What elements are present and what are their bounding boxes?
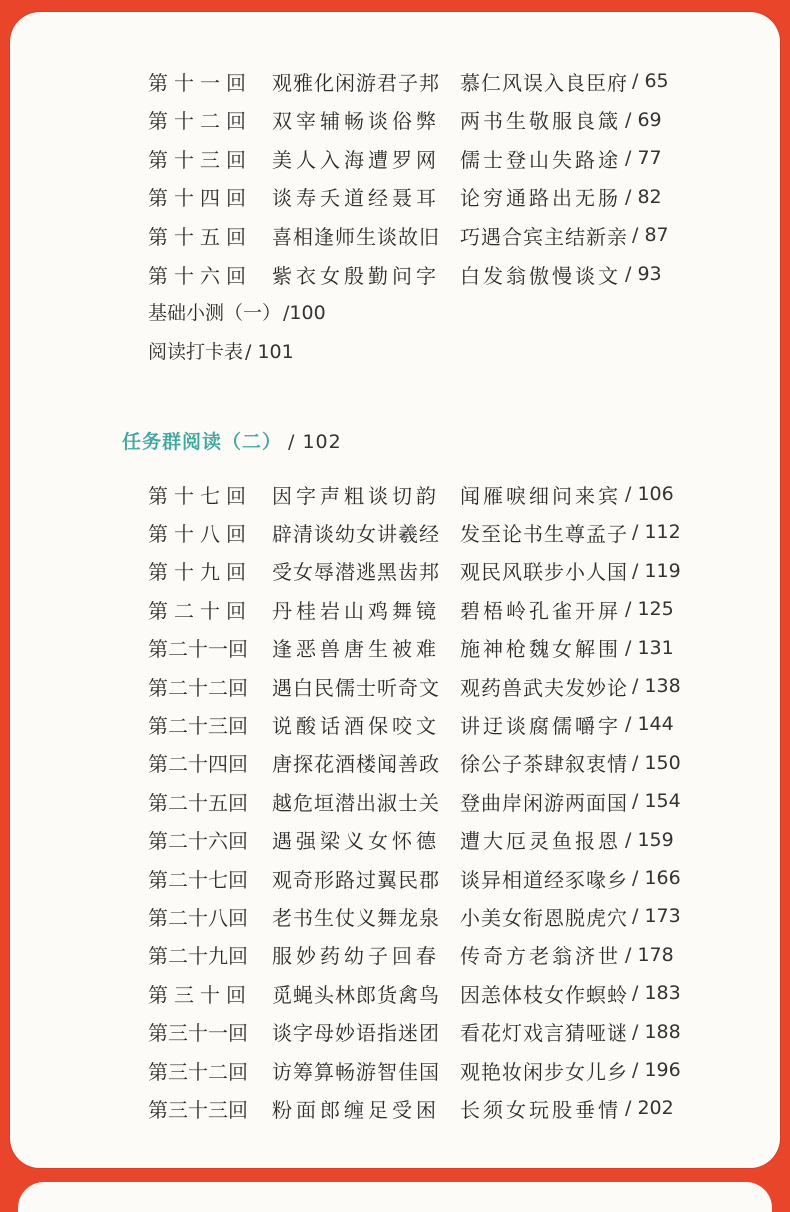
chapter-title-second: 两书生敬服良箴 (460, 109, 621, 134)
chapter-title-second: 登曲岸闲游两面国 (460, 790, 628, 815)
chapter-title-second: 观药兽武夫发妙论 (460, 675, 628, 700)
chapter-title-first: 紫衣女殷勤问字 (272, 263, 440, 288)
chapter-title-first: 说酸话酒保咬文 (272, 713, 440, 738)
chapter-number: 第三十一回 (148, 1021, 248, 1046)
chapter-title-first: 谈寿夭道经聂耳 (272, 186, 440, 211)
chapter-title-second: 遭大厄灵鱼报恩 (460, 829, 621, 854)
page-number: / 112 (632, 521, 681, 544)
toc-entry[interactable] (148, 1017, 681, 1047)
toc-entry[interactable] (148, 633, 674, 663)
toc-entry[interactable] (148, 66, 669, 96)
page-number: / 69 (625, 108, 662, 131)
toc-entry[interactable] (148, 220, 669, 250)
chapter-title-second: 白发翁傲慢谈文 (460, 263, 621, 288)
chapter-title-second: 慕仁风误入良臣府 (460, 70, 628, 95)
chapter-title-first: 遇白民儒士听奇文 (272, 675, 440, 700)
extra-label: 阅读打卡表 (148, 341, 244, 363)
page-number: / 150 (632, 751, 681, 774)
chapter-title-second: 讲迂谈腐儒嚼字 (460, 713, 621, 738)
chapter-number: 第十四回 (148, 186, 252, 211)
chapter-title-first: 老书生仗义舞龙泉 (272, 905, 440, 930)
chapter-number: 第十三回 (148, 147, 252, 172)
toc-extra-checkin[interactable] (148, 337, 294, 364)
chapter-title-first: 丹桂岩山鸡舞镜 (272, 598, 440, 623)
chapter-title-first: 因字声粗谈切韵 (272, 483, 440, 508)
chapter-number: 第二十回 (148, 598, 252, 623)
chapter-title-second: 传奇方老翁济世 (460, 944, 621, 969)
chapter-number: 第二十一回 (148, 637, 248, 662)
toc-entry[interactable] (148, 182, 662, 212)
chapter-title-second: 因恙体枝女作螟蛉 (460, 982, 628, 1007)
chapter-title-first: 粉面郎缠足受困 (272, 1097, 440, 1122)
chapter-number: 第十一回 (148, 70, 252, 95)
chapter-title-second: 看花灯戏言猜哑谜 (460, 1021, 628, 1046)
chapter-number: 第三十回 (148, 982, 252, 1007)
toc-entry[interactable] (148, 786, 681, 816)
chapter-title-first: 辟清谈幼女讲羲经 (272, 521, 440, 546)
toc-entry[interactable] (148, 901, 681, 931)
chapter-number: 第二十六回 (148, 829, 248, 854)
toc-entry[interactable] (148, 709, 674, 739)
chapter-title-first: 谈字母妙语指迷团 (272, 1021, 440, 1046)
toc-entry[interactable] (148, 105, 662, 135)
toc-entry[interactable] (148, 259, 662, 289)
toc-entry[interactable] (148, 825, 674, 855)
page-number: / 154 (632, 790, 681, 813)
page-number: / 87 (632, 224, 669, 247)
page-number: / 119 (632, 559, 681, 582)
toc-entry[interactable] (148, 748, 681, 778)
chapter-title-second: 施神枪魏女解围 (460, 637, 621, 662)
page-number: / 144 (625, 713, 674, 736)
chapter-number: 第三十三回 (148, 1097, 248, 1122)
toc-entry[interactable] (148, 556, 681, 586)
page-number: / 188 (632, 1020, 681, 1043)
chapter-title-second: 长须女玩股垂情 (460, 1097, 621, 1122)
chapter-title-second: 观艳妆闲步女儿乡 (460, 1059, 628, 1084)
page-number: / 125 (625, 598, 674, 621)
section-title: 任务群阅读（二） (122, 431, 283, 453)
chapter-title-first: 越危垣潜出淑士关 (272, 790, 440, 815)
toc-entry[interactable] (148, 517, 681, 547)
toc-entry[interactable] (148, 479, 674, 509)
chapter-title-second: 巧遇合宾主结新亲 (460, 224, 628, 249)
chapter-title-second: 观民风联步小人国 (460, 560, 628, 585)
chapter-title-first: 服妙药幼子回春 (272, 944, 440, 969)
toc-entry[interactable] (148, 1055, 681, 1085)
page-number: / 101 (245, 341, 294, 363)
chapter-number: 第十九回 (148, 560, 252, 585)
chapter-number: 第二十九回 (148, 944, 248, 969)
page-number: / 159 (625, 828, 674, 851)
toc-entry[interactable] (148, 978, 681, 1008)
chapter-number: 第十八回 (148, 521, 252, 546)
page-number: / 178 (625, 943, 674, 966)
page-number: / 202 (625, 1097, 674, 1120)
page-number: / 183 (632, 982, 681, 1005)
page-number: / 93 (625, 263, 662, 285)
chapter-number: 第十五回 (148, 224, 252, 249)
page-number: /100 (283, 302, 326, 324)
chapter-number: 第二十二回 (148, 675, 248, 700)
page-number: / 102 (288, 431, 342, 453)
chapter-title-second: 小美女衔恩脱虎穴 (460, 905, 628, 930)
chapter-title-second: 闻雁唳细问来宾 (460, 483, 621, 508)
chapter-number: 第二十三回 (148, 713, 248, 738)
chapter-title-second: 碧梧岭孔雀开屏 (460, 598, 621, 623)
page-number: / 131 (625, 636, 674, 659)
page-number: / 173 (632, 905, 681, 928)
chapter-number: 第三十二回 (148, 1059, 248, 1084)
chapter-title-second: 发至论书生尊孟子 (460, 521, 628, 546)
chapter-title-first: 喜相逢师生谈故旧 (272, 224, 440, 249)
chapter-title-second: 论穷通路出无肠 (460, 186, 621, 211)
chapter-title-first: 觅蝇头林郎货禽鸟 (272, 982, 440, 1007)
chapter-number: 第二十五回 (148, 790, 248, 815)
chapter-number: 第二十七回 (148, 867, 248, 892)
chapter-title-first: 观奇形路过翼民郡 (272, 867, 440, 892)
chapter-title-first: 访筹算畅游智佳国 (272, 1059, 440, 1084)
toc-entry[interactable] (148, 863, 681, 893)
extra-label: 基础小测（一） (148, 302, 282, 324)
page-number: / 196 (632, 1059, 681, 1081)
chapter-title-first: 逢恶兽唐生被难 (272, 637, 440, 662)
chapter-number: 第二十八回 (148, 905, 248, 930)
chapter-title-first: 遇强梁义女怀德 (272, 829, 440, 854)
toc-entry[interactable] (148, 143, 662, 173)
page-number: / 65 (632, 70, 669, 92)
page-number: / 82 (625, 185, 662, 208)
toc-entry[interactable] (148, 671, 681, 701)
chapter-title-first: 观雅化闲游君子邦 (272, 70, 440, 95)
page-number: / 77 (625, 147, 662, 170)
chapter-number: 第十六回 (148, 263, 252, 288)
chapter-number: 第二十四回 (148, 752, 248, 777)
chapter-number: 第十七回 (148, 483, 252, 508)
chapter-title-second: 儒士登山失路途 (460, 147, 621, 172)
section-heading[interactable] (122, 427, 342, 454)
toc-extra-quiz[interactable] (148, 298, 326, 325)
toc-entry[interactable] (148, 1093, 674, 1123)
page-number: / 166 (632, 867, 681, 889)
chapter-title-first: 唐探花酒楼闻善政 (272, 752, 440, 777)
chapter-title-first: 受女辱潜逃黑齿邦 (272, 560, 440, 585)
toc-entry[interactable] (148, 940, 674, 970)
next-card-edge (18, 1182, 772, 1212)
page-number: / 106 (625, 483, 674, 505)
chapter-number: 第十二回 (148, 109, 252, 134)
chapter-title-first: 美人入海遭罗网 (272, 147, 440, 172)
toc-entry[interactable] (148, 594, 674, 624)
chapter-title-second: 徐公子茶肆叙衷情 (460, 752, 628, 777)
page-number: / 138 (632, 675, 681, 697)
chapter-title-second: 谈异相道经豕喙乡 (460, 867, 628, 892)
chapter-title-first: 双宰辅畅谈俗弊 (272, 109, 440, 134)
